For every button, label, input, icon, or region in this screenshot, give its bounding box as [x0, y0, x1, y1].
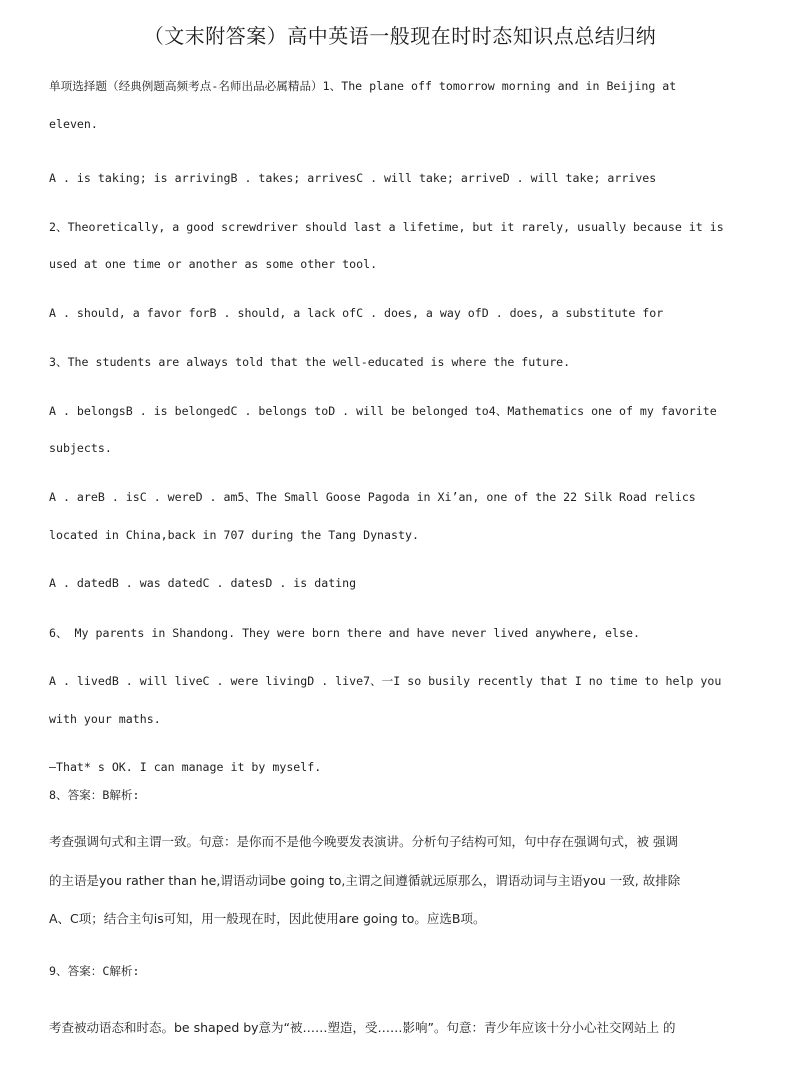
document-title: （文末附答案）高中英语一般现在时时态知识点总结归纳: [143, 24, 657, 48]
question-5-line-2: located in China,back in 707 during the Tang Dynasty.: [49, 528, 419, 542]
question-3-line-1: 3、The students are always told that the well-educated is where the future.: [49, 355, 571, 369]
question-1-line-1: 单项选择题（经典例题高频考点-名师出品必属精品）1、The plane off tomorrow morning and in Beijing at: [49, 79, 677, 93]
question-2-line-2: used at one time or another as some other tool.: [49, 257, 378, 271]
question-1-options: A . is taking; is arrivingB . takes; arrivesC . will take; arriveD . will take; arrives: [49, 171, 657, 185]
question-6-line-1: 6、 My parents in Shandong. They were born there and have never lived anywhere, else.: [49, 626, 640, 640]
answer-8-explanation-line-1: 考查强调句式和主谓一致。句意：是你而不是他今晚要发表演讲。分析句子结构可知，句中存在强调句式，被 强调: [49, 834, 678, 849]
answer-9-explanation-line-1: 考查被动语态和时态。be shaped by意为“被……塑造，受……影响”。句意：青少年应该十分小心社交网站上 的: [49, 1020, 676, 1035]
question-3-options: A . belongsB . is belongedC . belongs toD . will be belonged to4、Mathematics one of my favorite: [49, 404, 717, 418]
question-7-line-3: —That* s OK. I can manage it by myself.: [49, 760, 322, 774]
question-4-options: A . areB . isC . wereD . am5、The Small Goose Pagoda in Xi’an, one of the 22 Silk Road relics: [49, 490, 696, 504]
answer-8-explanation-line-3: A、C项；结合主句is可知，用一般现在时，因此使用are going to。应选B项。: [49, 911, 486, 926]
question-4-line-2: subjects.: [49, 441, 112, 455]
question-2-line-1: 2、Theoretically, a good screwdriver should last a lifetime, but it rarely, usually because it is: [49, 220, 724, 234]
answer-8-explanation-line-2: 的主语是you rather than he,谓语动词be going to,主谓之间遵循就远原那么，谓语动词与主语you 一致, 故排除: [49, 873, 681, 888]
question-2-options: A . should, a favor forB . should, a lack ofC . does, a way ofD . does, a substitute for: [49, 306, 664, 320]
question-6-options: A . livedB . will liveC . were livingD . live7、一I so busily recently that I no time to help you: [49, 674, 722, 688]
question-7-line-2: with your maths.: [49, 712, 161, 726]
question-5-options: A . datedB . was datedC . datesD . is dating: [49, 576, 357, 590]
answer-8-heading: 8、答案：B解析:: [49, 788, 140, 802]
question-1-line-2: eleven.: [49, 117, 98, 131]
answer-9-heading: 9、答案：C解析:: [49, 964, 140, 978]
